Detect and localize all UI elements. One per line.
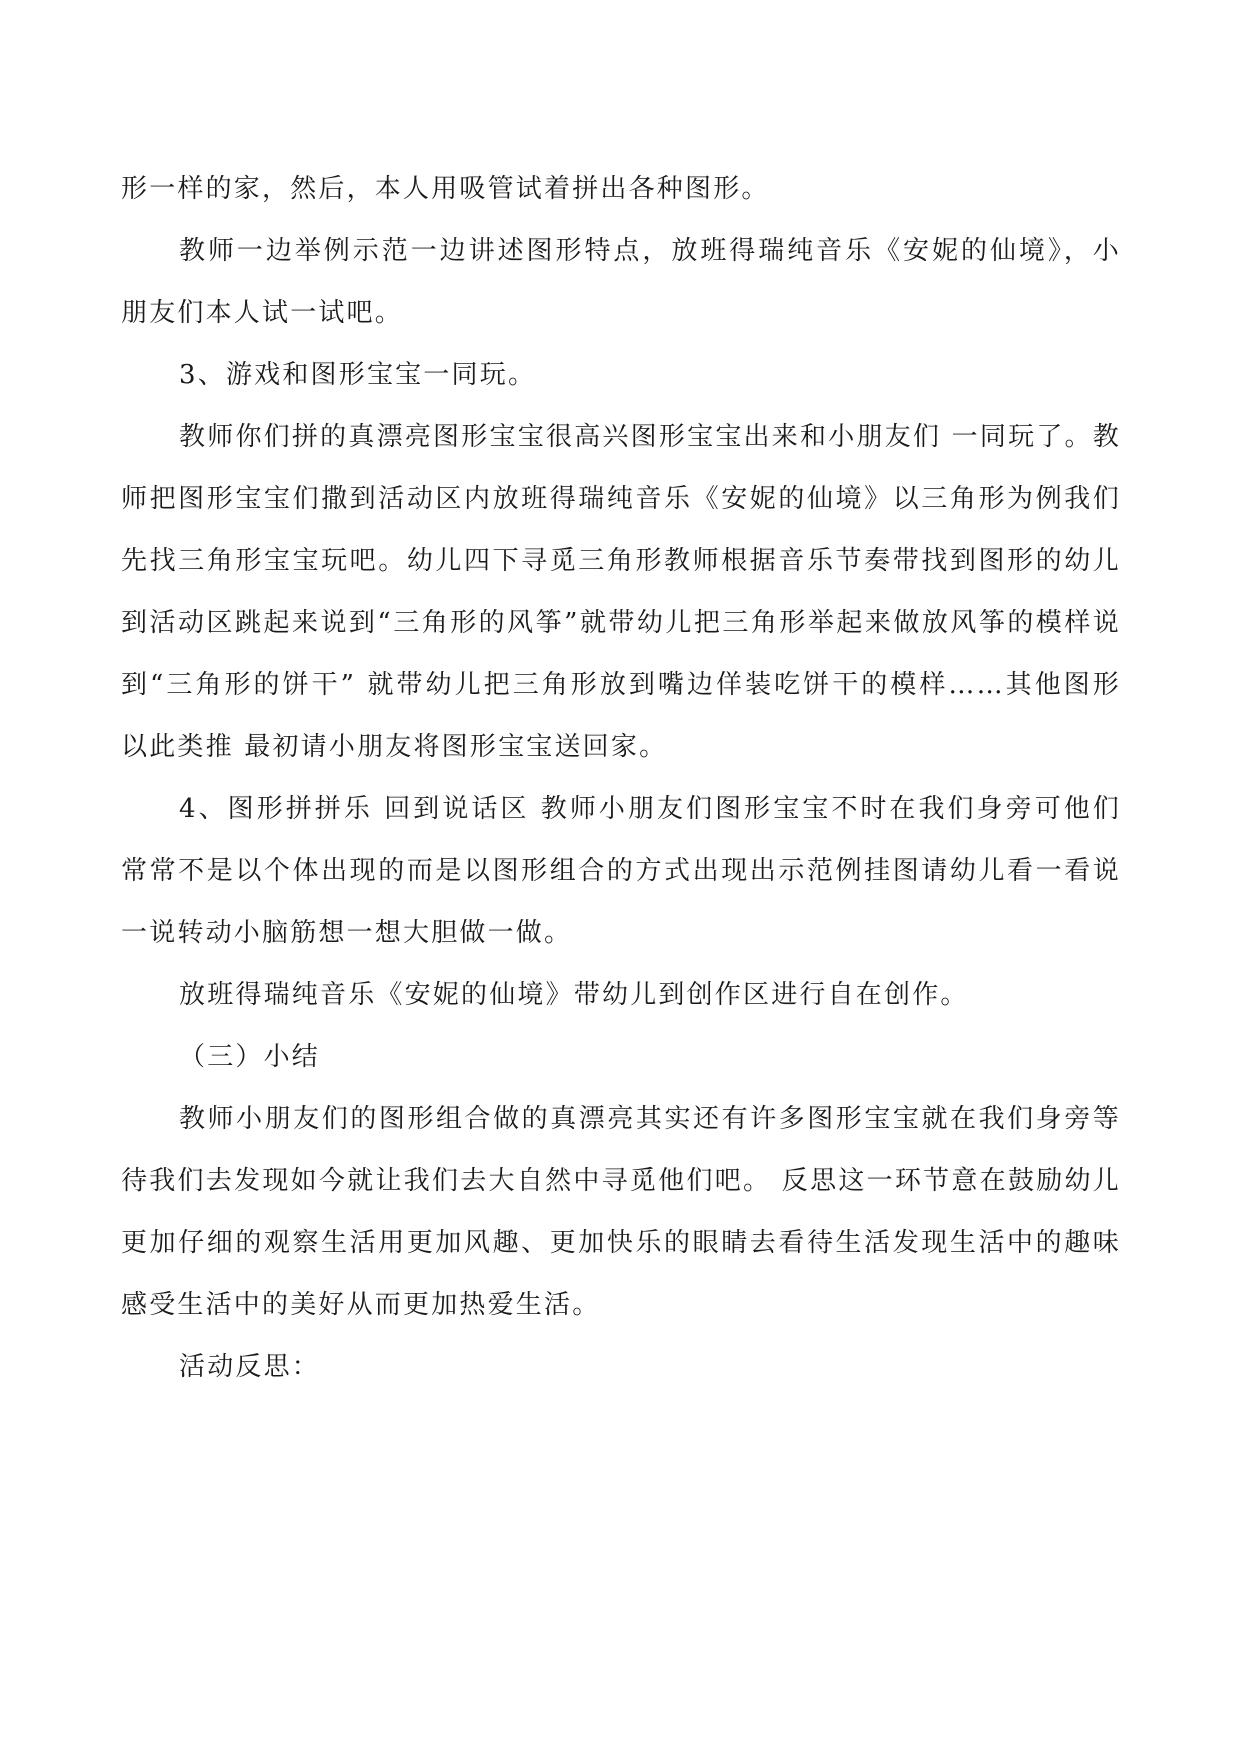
paragraph-teacher-demo: 教师一边举例示范一边讲述图形特点，放班得瑞纯音乐《安妮的仙境》，小朋友们本人试一试吧。 bbox=[121, 236, 1121, 328]
section-heading-reflection: 活动反思： bbox=[179, 1352, 321, 1382]
section-heading-summary: （三）小结 bbox=[179, 1042, 321, 1072]
section-heading-3: 3、游戏和图形宝宝一同玩。 bbox=[179, 360, 537, 390]
paragraph-continuation: 形一样的家，然后，本人用吸管试着拼出各种图形。 bbox=[121, 174, 770, 204]
document-body bbox=[121, 158, 1121, 1398]
paragraph-game: 教师你们拼的真漂亮图形宝宝很高兴图形宝宝出来和小朋友们 一同玩了。教师把图形宝宝们撒到活动区内放班得瑞纯音乐《安妮的仙境》以三角形为例我们先找三角形宝宝玩吧。幼儿四下寻觅三角形教师根据音乐节奏带找到图形的幼儿到活动区跳起来说到“三角形的风筝”就带幼儿把三角形举起来做放风筝的模样说到“三角形的饼干” 就带幼儿把三角形放到嘴边佯装吃饼干的模样……其他图形以此类推 最初请小朋友将图形宝宝送回家。 bbox=[121, 422, 1121, 762]
paragraph-summary: 教师小朋友们的图形组合做的真漂亮其实还有许多图形宝宝就在我们身旁等待我们去发现如今就让我们去大自然中寻觅他们吧。 反思这一环节意在鼓励幼儿更加仔细的观察生活用更加风趣、更加快乐的眼睛去看待生活发现生活中的趣味感受生活中的美好从而更加热爱生活。 bbox=[121, 1104, 1121, 1320]
section-heading-4: 4、图形拼拼乐 回到说话区 教师小朋友们图形宝宝不时在我们身旁可他们常常不是以个体出现的而是以图形组合的方式出现出示范例挂图请幼儿看一看说一说转动小脑筋想一想大胆做一做。 bbox=[121, 794, 1121, 948]
paragraph-creation: 放班得瑞纯音乐《安妮的仙境》带幼儿到创作区进行自在创作。 bbox=[179, 980, 969, 1010]
